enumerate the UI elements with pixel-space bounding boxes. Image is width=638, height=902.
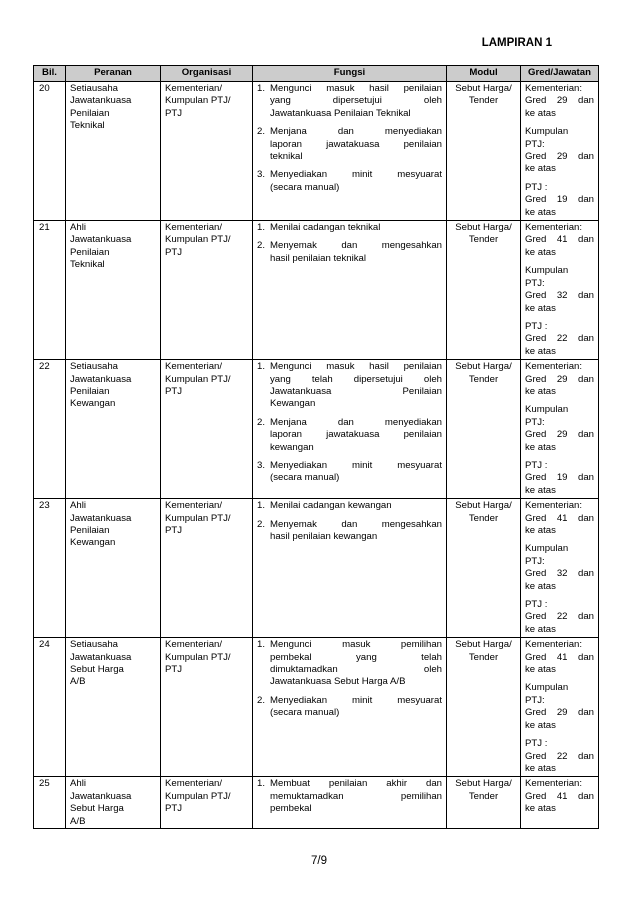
gred-line: Gred 29 dan: [525, 707, 594, 719]
gred-block: [525, 265, 594, 315]
gred-line: PTJ :: [525, 738, 548, 750]
peranan-line: Sebut Harga: [70, 664, 124, 676]
cell-bil: 20: [34, 82, 66, 221]
gred-line: ke atas: [525, 484, 556, 496]
gred-line: Gred 22 dan: [525, 333, 594, 345]
fungsi-line: (secara manual): [270, 472, 340, 484]
fungsi-number: 1.: [257, 778, 266, 790]
gred-line: PTJ :: [525, 459, 548, 471]
modul-line: Sebut Harga/: [455, 222, 512, 234]
gred-line: Gred 32 dan: [525, 568, 594, 580]
gred-line: ke atas: [525, 206, 556, 218]
peranan-line: A/B: [70, 815, 86, 827]
table-header-row: [34, 66, 599, 82]
gred-line: ke atas: [525, 385, 556, 397]
gred-line: PTJ :: [525, 181, 548, 193]
peranan-line: Teknikal: [70, 120, 105, 132]
fungsi-line: dimuktamadkan oleh: [270, 664, 442, 676]
cell-fungsi: [253, 638, 447, 777]
fungsi-text: [270, 240, 442, 265]
fungsi-number: 1.: [257, 639, 266, 651]
modul-line: Tender: [468, 234, 499, 246]
gred-line: Gred 29 dan: [525, 373, 594, 385]
organisasi-line: Kumpulan PTJ/: [165, 790, 231, 802]
gred-line: ke atas: [525, 580, 556, 592]
fungsi-line: Menyediakan minit mesyuarat: [270, 169, 442, 181]
fungsi-line: Menilai cadangan teknikal: [270, 222, 381, 234]
peranan-line: Ahli: [70, 222, 86, 234]
cell-gred: [521, 82, 599, 221]
peranan-line: A/B: [70, 676, 86, 688]
cell-organisasi: [161, 499, 253, 638]
cell-bil: 23: [34, 499, 66, 638]
gred-line: Gred 32 dan: [525, 290, 594, 302]
gred-line: Gred 22 dan: [525, 611, 594, 623]
fungsi-line: Jawatankuasa Penilaian Teknikal: [270, 107, 411, 119]
fungsi-line: Jawatankuasa Penilaian: [270, 385, 442, 397]
fungsi-line: pembekal: [270, 803, 312, 815]
organisasi-line: Kementerian/: [165, 222, 223, 234]
cell-organisasi: [161, 221, 253, 360]
fungsi-item: [257, 417, 442, 454]
gred-block: [525, 682, 594, 732]
gred-line: Kementerian:: [525, 361, 583, 373]
fungsi-line: yang dipersetujui oleh: [270, 95, 442, 107]
organisasi-line: Kumpulan PTJ/: [165, 373, 231, 385]
cell-modul: [447, 82, 521, 221]
gred-line: PTJ:: [525, 694, 545, 706]
gred-line: PTJ:: [525, 277, 545, 289]
page-number: 7/9: [311, 855, 327, 867]
gred-block: [525, 738, 594, 775]
peranan-line: Jawatankuasa: [70, 651, 132, 663]
cell-modul: [447, 638, 521, 777]
fungsi-item: [257, 500, 442, 512]
fungsi-item: [257, 778, 442, 815]
peranan-line: Teknikal: [70, 259, 105, 271]
fungsi-text: [270, 126, 442, 163]
gred-line: Gred 41 dan: [525, 651, 594, 663]
organisasi-line: Kumpulan PTJ/: [165, 651, 231, 663]
fungsi-line: Menjana dan menyediakan: [270, 416, 442, 428]
fungsi-number: 3.: [257, 459, 266, 471]
col-header-organisasi: Organisasi: [161, 66, 253, 82]
gred-line: ke atas: [525, 163, 556, 175]
gred-block: [525, 543, 594, 593]
col-header-gred: Gred/Jawatan: [521, 66, 599, 82]
peranan-line: Jawatankuasa: [70, 95, 132, 107]
lampiran-label: LAMPIRAN 1: [481, 37, 552, 49]
cell-organisasi: [161, 638, 253, 777]
fungsi-line: hasil penilaian kewangan: [270, 531, 378, 542]
modul-line: Sebut Harga/: [455, 778, 512, 790]
fungsi-item: [257, 695, 442, 720]
gred-line: ke atas: [525, 302, 556, 314]
organisasi-line: PTJ: [165, 385, 183, 397]
cell-fungsi: [253, 360, 447, 499]
gred-line: Gred 29 dan: [525, 429, 594, 441]
cell-gred: [521, 360, 599, 499]
peranan-line: Kewangan: [70, 537, 116, 549]
col-header-fungsi: Fungsi: [253, 66, 447, 82]
cell-gred: [521, 499, 599, 638]
fungsi-number: 2.: [257, 416, 266, 428]
fungsi-line: teknikal: [270, 151, 303, 163]
gred-line: Kementerian:: [525, 83, 583, 94]
gred-line: Kumpulan: [525, 265, 569, 277]
modul-line: Sebut Harga/: [455, 500, 512, 512]
fungsi-line: Jawatankuasa Sebut Harga A/B: [270, 676, 406, 688]
fungsi-text: [270, 83, 442, 120]
fungsi-line: Membuat penilaian akhir dan: [270, 778, 442, 790]
organisasi-line: Kumpulan PTJ/: [165, 95, 231, 107]
gred-line: Kumpulan: [525, 543, 569, 555]
fungsi-number: 1.: [257, 222, 266, 234]
peranan-line: Penilaian: [70, 246, 110, 258]
gred-line: Kumpulan: [525, 404, 569, 416]
cell-modul: [447, 499, 521, 638]
peranan-line: Sebut Harga: [70, 803, 124, 815]
cell-gred: [521, 777, 599, 829]
cell-bil: 22: [34, 360, 66, 499]
gred-line: ke atas: [525, 107, 556, 119]
gred-line: Gred 29 dan: [525, 95, 594, 107]
fungsi-line: Mengunci masuk pemilihan: [270, 639, 442, 651]
fungsi-line: Menjana dan menyediakan: [270, 126, 442, 138]
gred-line: Gred 19 dan: [525, 472, 594, 484]
fungsi-line: kewangan: [270, 441, 314, 453]
gred-block: [525, 500, 594, 537]
fungsi-text: [270, 500, 442, 512]
cell-gred: [521, 638, 599, 777]
fungsi-line: Kewangan: [270, 398, 316, 410]
table-row: [34, 499, 599, 638]
gred-line: PTJ:: [525, 138, 545, 150]
col-header-modul: Modul: [447, 66, 521, 82]
gred-line: PTJ:: [525, 416, 545, 428]
cell-bil: 25: [34, 777, 66, 829]
gred-line: Gred 19 dan: [525, 194, 594, 206]
gred-block: [525, 639, 594, 676]
gred-line: PTJ :: [525, 599, 548, 611]
gred-block: [525, 321, 594, 358]
gred-line: Kementerian:: [525, 222, 583, 234]
fungsi-text: [270, 222, 442, 234]
fungsi-line: hasil penilaian teknikal: [270, 252, 366, 264]
gred-block: [525, 599, 594, 636]
cell-organisasi: [161, 777, 253, 829]
peranan-line: Penilaian: [70, 525, 110, 536]
gred-line: ke atas: [525, 623, 556, 635]
gred-block: [525, 126, 594, 176]
cell-fungsi: [253, 82, 447, 221]
gred-line: Kementerian:: [525, 639, 583, 651]
fungsi-text: [270, 778, 442, 815]
organisasi-line: Kementerian/: [165, 83, 223, 94]
modul-line: Sebut Harga/: [455, 639, 512, 651]
gred-line: ke atas: [525, 664, 556, 676]
peranan-line: Jawatankuasa: [70, 234, 132, 246]
fungsi-line: laporan jawatakuasa penilaian: [270, 429, 442, 441]
gred-block: [525, 778, 594, 815]
peranan-line: Jawatankuasa: [70, 790, 132, 802]
peranan-line: Setiausaha: [70, 83, 119, 94]
gred-line: Kumpulan: [525, 682, 569, 694]
peranan-line: Ahli: [70, 778, 86, 790]
modul-line: Sebut Harga/: [455, 361, 512, 373]
peranan-line: Ahli: [70, 500, 86, 512]
modul-line: Tender: [468, 95, 499, 107]
fungsi-item: [257, 361, 442, 411]
modul-line: Tender: [468, 512, 499, 524]
gred-line: Gred 41 dan: [525, 234, 594, 246]
fungsi-item: [257, 519, 442, 544]
gred-line: ke atas: [525, 345, 556, 357]
table-row: [34, 777, 599, 829]
cell-fungsi: [253, 221, 447, 360]
peranan-line: Setiausaha: [70, 361, 119, 373]
fungsi-line: Mengunci masuk hasil penilaian: [270, 83, 442, 94]
gred-block: [525, 460, 594, 497]
cell-peranan: [66, 360, 161, 499]
gred-line: ke atas: [525, 762, 556, 774]
cell-peranan: [66, 221, 161, 360]
peranan-line: Penilaian: [70, 107, 110, 119]
fungsi-number: 1.: [257, 361, 266, 373]
cell-bil: 24: [34, 638, 66, 777]
gred-line: Kementerian:: [525, 778, 583, 790]
cell-organisasi: [161, 360, 253, 499]
table-row: [34, 221, 599, 360]
fungsi-number: 1.: [257, 83, 266, 94]
cell-modul: [447, 777, 521, 829]
col-header-peranan: Peranan: [66, 66, 161, 82]
peranan-line: Jawatankuasa: [70, 512, 132, 524]
fungsi-line: Menyediakan minit mesyuarat: [270, 694, 442, 706]
organisasi-line: Kementerian/: [165, 778, 223, 790]
peranan-line: Penilaian: [70, 385, 110, 397]
gred-block: [525, 182, 594, 219]
fungsi-line: Menilai cadangan kewangan: [270, 500, 392, 512]
gred-line: Kumpulan: [525, 126, 569, 138]
fungsi-line: Menyediakan minit mesyuarat: [270, 459, 442, 471]
fungsi-text: [270, 460, 442, 485]
organisasi-line: Kementerian/: [165, 639, 223, 651]
peranan-line: Kewangan: [70, 398, 116, 410]
fungsi-item: [257, 126, 442, 163]
organisasi-line: PTJ: [165, 664, 183, 676]
fungsi-text: [270, 639, 442, 689]
organisasi-line: PTJ: [165, 246, 183, 258]
gred-line: Gred 22 dan: [525, 750, 594, 762]
fungsi-item: [257, 169, 442, 194]
fungsi-line: memuktamadkan pemilihan: [270, 790, 442, 802]
modul-line: Tender: [468, 373, 499, 385]
col-header-bil: Bil.: [34, 66, 66, 82]
peranan-line: Jawatankuasa: [70, 373, 132, 385]
fungsi-number: 2.: [257, 240, 266, 252]
fungsi-line: Menyemak dan mengesahkan: [270, 240, 442, 252]
fungsi-number: 2.: [257, 694, 266, 706]
gred-line: Gred 41 dan: [525, 512, 594, 524]
organisasi-line: Kumpulan PTJ/: [165, 234, 231, 246]
fungsi-line: laporan jawatakuasa penilaian: [270, 138, 442, 150]
gred-line: ke atas: [525, 803, 556, 815]
table-row: [34, 638, 599, 777]
fungsi-text: [270, 417, 442, 454]
fungsi-text: [270, 519, 442, 544]
gred-line: Kementerian:: [525, 500, 583, 512]
fungsi-text: [270, 695, 442, 720]
gred-block: [525, 361, 594, 398]
gred-block: [525, 404, 594, 454]
fungsi-number: 3.: [257, 169, 266, 181]
fungsi-item: [257, 240, 442, 265]
organisasi-line: Kumpulan PTJ/: [165, 512, 231, 524]
fungsi-item: [257, 460, 442, 485]
fungsi-line: Menyemak dan mengesahkan: [270, 518, 442, 530]
cell-peranan: [66, 499, 161, 638]
fungsi-line: pembekal yang telah: [270, 651, 442, 663]
modul-line: Tender: [468, 790, 499, 802]
fungsi-number: 2.: [257, 518, 266, 530]
cell-peranan: [66, 777, 161, 829]
fungsi-number: 1.: [257, 500, 266, 512]
gred-line: ke atas: [525, 719, 556, 731]
fungsi-item: [257, 222, 442, 234]
fungsi-line: (secara manual): [270, 181, 340, 193]
cell-organisasi: [161, 82, 253, 221]
gred-block: [525, 83, 594, 120]
cell-bil: 21: [34, 221, 66, 360]
roles-table: [33, 65, 599, 829]
table-row: [34, 82, 599, 221]
fungsi-item: [257, 639, 442, 689]
fungsi-line: yang telah dipersetujui oleh: [270, 373, 442, 385]
organisasi-line: PTJ: [165, 525, 183, 536]
cell-fungsi: [253, 499, 447, 638]
fungsi-line: (secara manual): [270, 707, 340, 719]
gred-line: Gred 41 dan: [525, 790, 594, 802]
cell-gred: [521, 221, 599, 360]
modul-line: Tender: [468, 651, 499, 663]
gred-block: [525, 222, 594, 259]
gred-line: PTJ:: [525, 555, 545, 567]
fungsi-text: [270, 361, 442, 411]
cell-fungsi: [253, 777, 447, 829]
fungsi-number: 2.: [257, 126, 266, 138]
table-row: [34, 360, 599, 499]
gred-line: ke atas: [525, 441, 556, 453]
table-body: [34, 82, 599, 829]
fungsi-text: [270, 169, 442, 194]
modul-line: Sebut Harga/: [455, 83, 512, 94]
fungsi-line: Mengunci masuk hasil penilaian: [270, 361, 442, 373]
gred-line: Gred 29 dan: [525, 151, 594, 163]
gred-line: ke atas: [525, 525, 556, 536]
fungsi-item: [257, 83, 442, 120]
organisasi-line: PTJ: [165, 107, 183, 119]
organisasi-line: PTJ: [165, 803, 183, 815]
gred-line: ke atas: [525, 246, 556, 258]
peranan-line: Setiausaha: [70, 639, 119, 651]
organisasi-line: Kementerian/: [165, 500, 223, 512]
cell-modul: [447, 221, 521, 360]
cell-peranan: [66, 82, 161, 221]
gred-line: PTJ :: [525, 320, 548, 332]
cell-peranan: [66, 638, 161, 777]
organisasi-line: Kementerian/: [165, 361, 223, 373]
cell-modul: [447, 360, 521, 499]
